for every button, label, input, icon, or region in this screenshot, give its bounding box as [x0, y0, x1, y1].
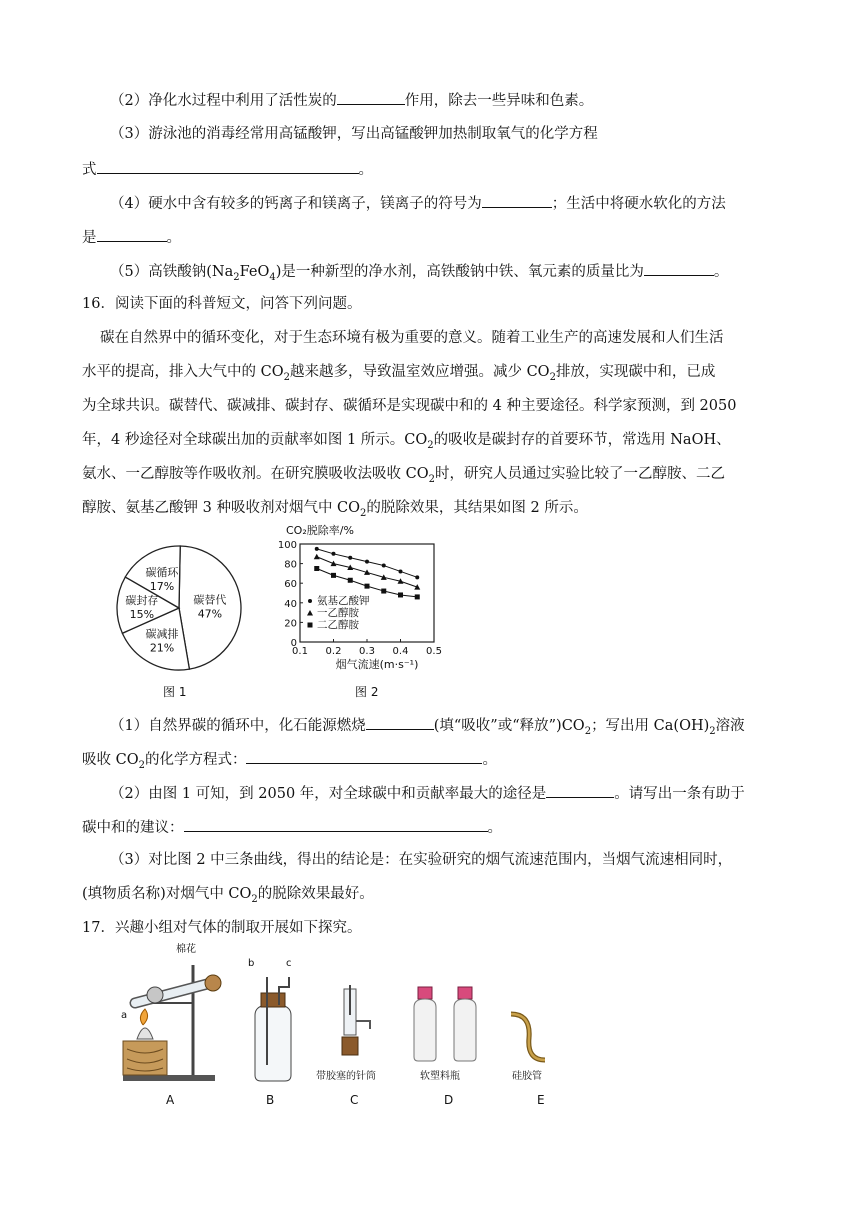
- legend-label: 氨基乙酸钾: [317, 595, 370, 607]
- label-tube: 硅胶管: [512, 1071, 542, 1082]
- apparatus-e: [505, 1010, 550, 1065]
- x-tick-label: 0.5: [426, 646, 442, 657]
- caption-d: D: [444, 1093, 454, 1107]
- legend-label: 二乙醇胺: [317, 619, 359, 631]
- data-point: [315, 547, 319, 551]
- q16-para-line: 为全球共识。碳替代、碳减排、碳封存、碳循环是实现碳中和的 4 种主要途径。科学家预测，到 2050: [82, 398, 737, 414]
- pie-value-label: 21%: [149, 641, 175, 655]
- q16-para-line: 水平的提高，排入大气中的 $CO_2$越来越多，导致温室效应增强。减少 $CO_2$排放，实现碳中和，已成: [82, 364, 716, 383]
- data-point: [365, 584, 370, 589]
- q16-sub3: （3）对比图 2 中三条曲线，得出的结论是：在实验研究的烟气流速范围内，当烟气流速相同时，: [110, 852, 733, 868]
- y-tick-label: 60: [284, 579, 297, 591]
- pie-value-label: 47%: [197, 607, 223, 621]
- data-point: [331, 561, 337, 567]
- figure1-pie-chart: [104, 540, 254, 680]
- pie-value-label: 17%: [149, 579, 175, 593]
- y-tick-label: 80: [284, 559, 297, 571]
- q16-sub3-cont: (填物质名称)对烟气中 $CO_2$的脱除效果最好。: [82, 886, 374, 905]
- data-point: [382, 564, 386, 568]
- q16-para-line: 醇胺、氨基乙酸钾 3 种吸收剂对烟气中 $CO_2$的脱除效果，其结果如图 2 所示。: [82, 500, 588, 519]
- y-tick-label: 100: [277, 540, 297, 551]
- q16-para-line: 年，4 秒途径对全球碳出加的贡献率如图 1 所示。$CO_2$的吸收是碳封存的首要环节，常选用 NaOH、: [82, 432, 731, 451]
- q16-para-line: 氨水、一乙醇胺等作吸收剂。在研究膜吸收法吸收 $CO_2$时，研究人员通过实验比较了一乙醇胺、二乙: [82, 466, 725, 485]
- legend-label: 一乙醇胺: [317, 607, 359, 619]
- apparatus-b: [245, 975, 300, 1085]
- data-point: [314, 566, 319, 571]
- data-point: [332, 552, 336, 556]
- label-bottle: 软塑料瓶: [420, 1071, 460, 1082]
- figure2-chart: [268, 522, 483, 680]
- q16-title: 16．阅读下面的科普短文，问答下列问题。: [82, 296, 362, 312]
- q16-sub1: （1）自然界碳的循环中，化石能源燃烧 (填“吸收”或“释放$”)CO_2$；写出用 $Ca(OH)_2$溶液: [110, 714, 745, 736]
- q16-sub2-cont: 碳中和的建议： 。: [82, 816, 502, 838]
- caption-a: A: [166, 1093, 175, 1107]
- caption-c: C: [350, 1093, 359, 1107]
- figure1-caption: 图 1: [163, 685, 187, 699]
- caption-b: B: [266, 1093, 275, 1107]
- answer-blank[interactable]: [546, 782, 614, 798]
- q17-title: 17．兴趣小组对气体的制取开展如下探究。: [82, 920, 362, 936]
- legend-marker: [308, 599, 312, 603]
- pie-value-label: 15%: [129, 608, 155, 622]
- caption-e: E: [537, 1093, 545, 1107]
- answer-blank[interactable]: [337, 89, 405, 105]
- q15-part4-cont: 是 。: [82, 226, 181, 248]
- x-tick-label: 0.4: [392, 646, 409, 657]
- x-tick-label: 0.2: [325, 646, 342, 657]
- label-b: b: [248, 958, 255, 969]
- apparatus-c: [330, 985, 380, 1065]
- data-point: [314, 554, 320, 560]
- answer-blank[interactable]: [246, 748, 482, 764]
- q15-part4: （4）硬水中含有较多的钙离子和镁离子，镁离子的符号为 ；生活中将硬水软化的方法: [110, 192, 726, 214]
- legend-marker: [308, 623, 313, 628]
- data-point: [348, 556, 352, 560]
- pie-label: 碳替代: [193, 593, 227, 607]
- answer-blank[interactable]: [97, 158, 359, 174]
- data-point: [415, 594, 420, 599]
- pie-label: 碳循环: [145, 565, 179, 579]
- y-tick-label: 0: [290, 638, 297, 649]
- q16-sub2: （2）由图 1 可知，到 2050 年，对全球碳中和贡献率最大的途径是 。请写出一条有助于: [110, 782, 745, 804]
- answer-blank[interactable]: [97, 226, 167, 242]
- data-point: [365, 560, 369, 564]
- answer-blank[interactable]: [482, 192, 552, 208]
- figure2-caption: 图 2: [355, 685, 379, 699]
- pie-label: 碳封存: [125, 594, 159, 608]
- label-syringe: 带胶塞的针筒: [316, 1071, 376, 1082]
- label-a: a: [121, 1010, 128, 1021]
- chart-title: CO₂脱除率/%: [286, 524, 354, 537]
- pie-label: 碳减排: [145, 627, 179, 641]
- legend-marker: [307, 610, 313, 616]
- q15-part5: （5）高铁酸钠$(Na_2FeO_4)$是一种新型的净水剂，高铁酸钠中铁、氧元素的质量比为 。: [110, 260, 728, 282]
- data-point: [348, 578, 353, 583]
- data-point: [415, 575, 419, 579]
- answer-blank[interactable]: [644, 260, 714, 276]
- q16-para-line: 碳在自然界中的循环变化，对于生态环境有极为重要的意义。随着工业生产的高速发展和人们生活: [100, 330, 724, 346]
- q15-part3-cont: 式 。: [82, 158, 373, 180]
- x-tick-label: 0.3: [359, 646, 375, 657]
- q15-part2: （2）净化水过程中利用了活性炭的 作用，除去一些异味和色素。: [110, 89, 593, 111]
- q15-part3: （3）游泳池的消毒经常用高锰酸钾，写出高锰酸钾加热制取氧气的化学方程: [110, 126, 598, 142]
- q16-sub1-cont: 吸收 $CO_2$的化学方程式： 。: [82, 748, 497, 770]
- answer-blank[interactable]: [184, 816, 488, 832]
- label-c: c: [286, 958, 292, 969]
- apparatus-d: [408, 985, 488, 1063]
- data-point: [398, 592, 403, 597]
- data-point: [399, 569, 403, 573]
- x-axis-label: 烟气流速(m·s⁻¹): [335, 658, 419, 671]
- y-tick-label: 20: [284, 618, 297, 630]
- label-cotton: 棉花: [176, 944, 196, 955]
- data-point: [331, 573, 336, 578]
- apparatus-a: [115, 955, 225, 1085]
- data-point: [381, 589, 386, 594]
- answer-blank[interactable]: [366, 714, 434, 730]
- x-tick-label: 0.1: [292, 646, 308, 657]
- y-tick-label: 40: [284, 598, 297, 610]
